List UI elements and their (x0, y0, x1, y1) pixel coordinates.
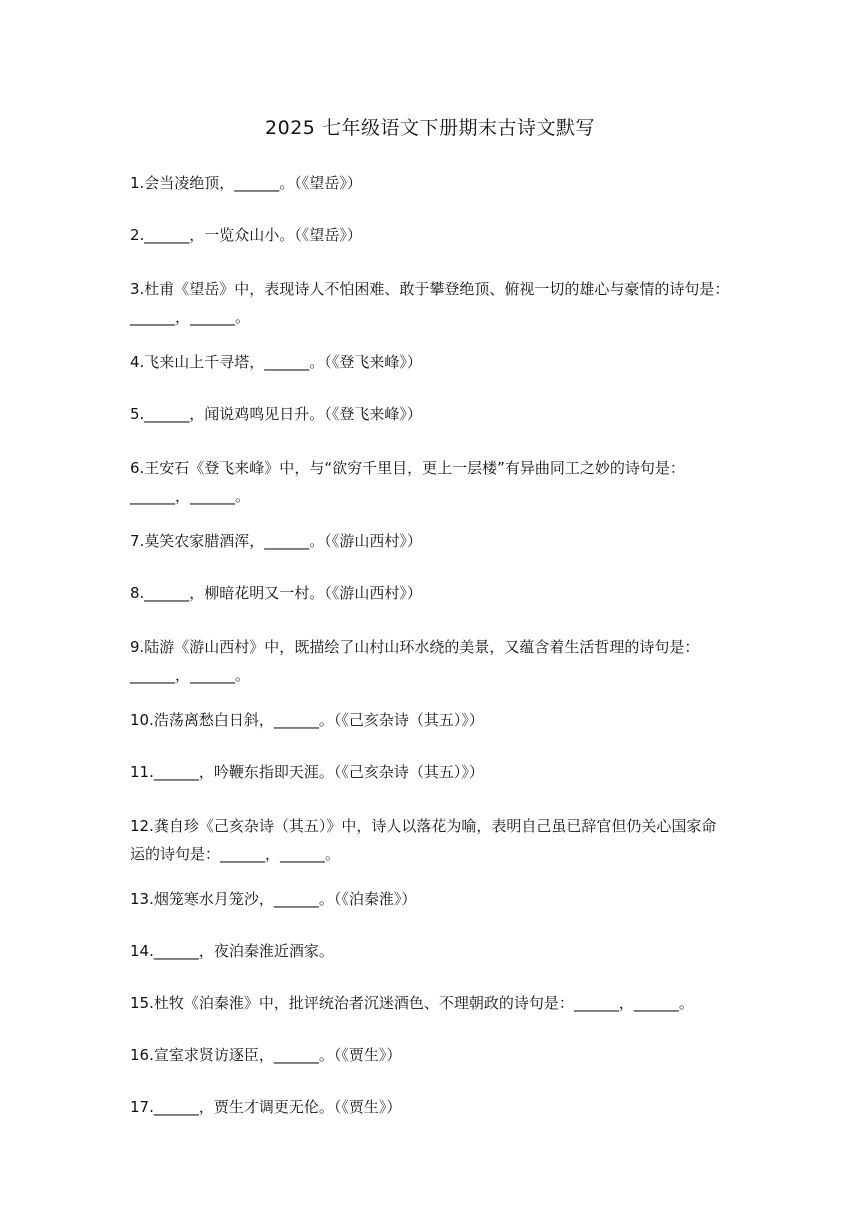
question-item: 16.宣室求贤访逐臣，______。（《贾生》） (130, 1046, 402, 1064)
question-item: 2.______，一览众山小。（《望岳》） (130, 226, 362, 244)
question-item: 12.龚自珍《己亥杂诗（其五）》中，诗人以落花为喻，表明自己虽已辞官但仍关心国家命运的诗句是：______，______。 (130, 817, 717, 863)
question-item: 13.烟笼寒水月笼沙，______。（《泊秦淮》） (130, 890, 417, 908)
question-item: 14.______，夜泊秦淮近酒家。 (130, 942, 334, 960)
question-item: 11.______，吟鞭东指即天涯。（《己亥杂诗（其五）》） (130, 763, 484, 781)
question-item: 1.会当凌绝顶，______。（《望岳》） (130, 174, 362, 192)
question-item: 17.______，贾生才调更无伦。（《贾生》） (130, 1098, 402, 1116)
question-item: 7.莫笑农家腊酒浑，______。（《游山西村》） (130, 532, 422, 550)
question-item: 10.浩荡离愁白日斜，______。（《己亥杂诗（其五）》） (130, 711, 484, 729)
question-item: 3.杜甫《望岳》中，表现诗人不怕困难、敢于攀登绝顶、俯视一切的雄心与豪情的诗句是：______，______。 (130, 280, 730, 326)
question-item: 5.______，闻说鸡鸣见日升。（《登飞来峰》） (130, 405, 422, 423)
question-item: 15.杜牧《泊秦淮》中，批评统治者沉迷酒色、不理朝政的诗句是：______，______。 (130, 994, 694, 1012)
question-item: 6.王安石《登飞来峰》中，与“欲穷千里目，更上一层楼”有异曲同工之妙的诗句是：______，______。 (130, 459, 685, 505)
question-item: 9.陆游《游山西村》中，既描绘了山村山环水绕的美景，又蕴含着生活哲理的诗句是：______，______。 (130, 638, 700, 684)
question-item: 8.______，柳暗花明又一村。（《游山西村》） (130, 584, 422, 602)
document-title: 2025 七年级语文下册期末古诗文默写 (265, 117, 595, 139)
question-item: 4.飞来山上千寻塔，______。（《登飞来峰》） (130, 353, 422, 371)
question-list (130, 168, 730, 1144)
